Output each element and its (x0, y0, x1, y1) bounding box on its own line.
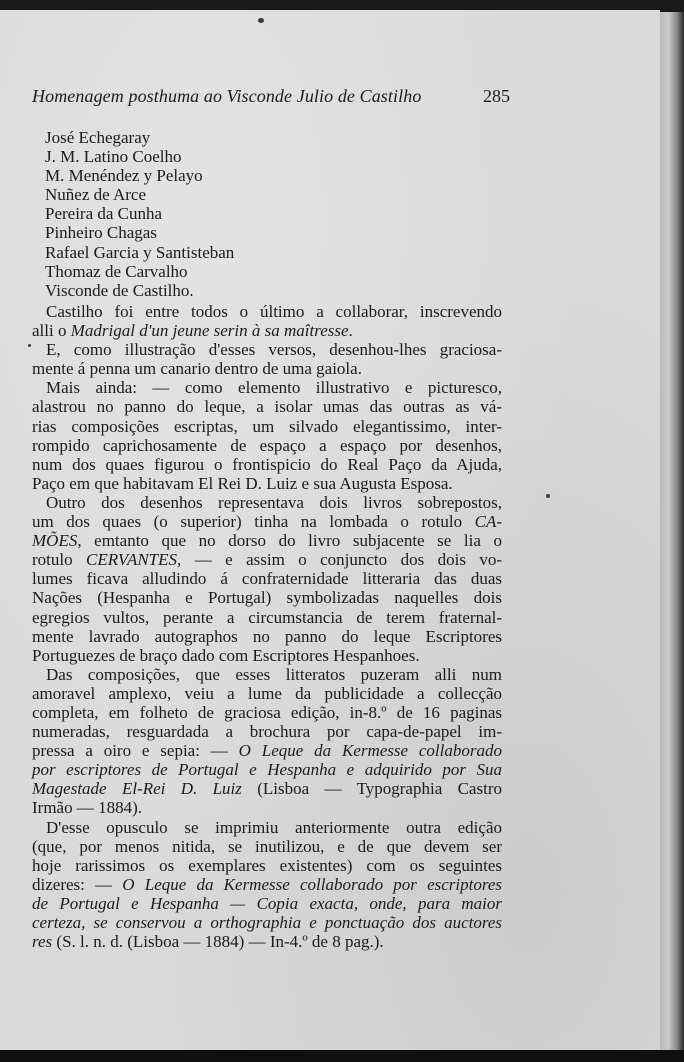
italic-text: MÕES, (32, 531, 82, 551)
text-segment: mente lavrado autographos no panno do leque Escriptores (32, 626, 502, 646)
text-line (32, 875, 502, 894)
text-segment: Paço em que habitavam El Rei D. Luiz e sua Augusta Esposa. (32, 473, 453, 493)
signatory-name: J. M. Latino Coelho (45, 147, 182, 167)
text-segment: rompido caprichosamente de espaço a espaço por desenhos, (32, 435, 502, 455)
text-segment: completa, em folheto de graciosa edição, in-8.º de 16 paginas (32, 702, 502, 722)
text-segment: rotulo (32, 550, 87, 570)
text-segment: mente á penna um canario dentro de uma gaiola. (32, 359, 362, 379)
text-line (32, 512, 502, 531)
italic-text: CERVANTES, (86, 550, 182, 570)
italic-text: Magestade El-Rei D. Luiz (32, 779, 242, 799)
text-line (32, 302, 502, 321)
paragraph (32, 302, 502, 340)
text-segment: E, como illustração d'esses versos, desenhou-lhes graciosa- (46, 340, 502, 360)
text-line (32, 359, 502, 378)
paragraph (32, 378, 502, 493)
text-segment: Das composições, que esses litteratos puzeram alli num (46, 664, 502, 684)
paragraph (32, 818, 502, 952)
text-segment: (Lisboa — Typographia Castro (241, 779, 502, 799)
text-segment: um dos quaes (o superior) tinha na lombada o rotulo (32, 512, 475, 532)
text-line (32, 722, 502, 741)
signatory-name: Pinheiro Chagas (45, 223, 157, 243)
text-segment: amoravel amplexo, veiu a lume da publicidade a collecção (32, 683, 502, 703)
text-line (32, 378, 502, 397)
text-segment: — e assim o conjuncto dos dois vo- (181, 550, 503, 570)
text-line (32, 531, 502, 550)
ink-speck (258, 18, 264, 23)
text-segment: . (348, 321, 353, 341)
text-segment: Portuguezes de braço dado com Escriptores Hespanhoes. (32, 645, 420, 665)
text-segment: dizeres: — (32, 874, 123, 894)
text-segment: num dos quaes figurou o frontispicio do Real Paço da Ajuda, (32, 454, 502, 474)
text-line (32, 397, 502, 416)
text-line (32, 741, 502, 760)
text-line (32, 760, 502, 779)
italic-text: de Portugal e Hespanha — Copia exacta, onde, para maior (32, 893, 502, 913)
paragraph (32, 493, 502, 665)
page-number: 285 (483, 86, 510, 106)
text-segment: numeradas, resguardada a brochura por capa-de-papel im- (32, 722, 502, 742)
text-line (32, 417, 502, 436)
text-line (32, 588, 502, 607)
ink-speck (28, 344, 31, 347)
text-line (32, 665, 502, 684)
italic-text: O Leque da Kermesse collaborado por escriptores (122, 874, 503, 894)
text-segment: Nações (Hespanha e Portugal) symbolizadas naquelles dois (32, 588, 502, 608)
signatory-name: José Echegaray (45, 128, 151, 147)
text-line (32, 703, 502, 722)
text-line (32, 493, 502, 512)
signatory-name: M. Menéndez y Pelayo (45, 166, 203, 186)
signatory-name: Visconde de Castilho. (45, 280, 194, 300)
text-segment: alli o (32, 321, 71, 341)
running-title: Homenagem posthuma ao Visconde Julio de Castilho (32, 86, 422, 106)
signatory-name: Rafael Garcia y Santisteban (45, 242, 235, 262)
text-line (32, 340, 502, 359)
text-segment: pressa a oiro e sepia: — (32, 741, 239, 761)
italic-text: O Leque da Kermesse collaborado (238, 741, 502, 761)
italic-text: certeza, se conservou a orthographia e ponctuação dos auctores (32, 913, 502, 932)
page-header (32, 86, 510, 112)
signatory-name: Pereira da Cunha (45, 204, 163, 224)
italic-text: por escriptores de Portugal e Hespanha e adquirido por Sua (32, 760, 502, 780)
text-segment: emtanto que no dorso do livro subjacente se lia o (81, 531, 502, 551)
paragraph (32, 340, 502, 378)
text-segment: Castilho foi entre todos o último a collaborar, inscrevendo (46, 302, 502, 321)
text-line (32, 608, 502, 627)
ink-speck (546, 494, 550, 498)
text-line (32, 436, 502, 455)
text-line (32, 321, 502, 340)
text-line (32, 932, 502, 951)
text-segment: Outro dos desenhos representava dois livros sobrepostos, (46, 492, 502, 512)
text-segment: Irmão — 1884). (32, 798, 143, 818)
text-segment: rias composições escriptas, um silvado elegantissimo, inter- (32, 416, 502, 436)
text-segment: (S. l. n. d. (Lisboa — 1884) — In-4.º de 8 pag.). (52, 932, 384, 952)
text-segment: lumes ficava alludindo á confraternidade litteraria das duas (32, 569, 502, 589)
text-line (32, 684, 502, 703)
italic-text: Madrigal d'un jeune serin à sa maîtresse (70, 321, 349, 341)
text-line (32, 798, 502, 817)
text-line (32, 474, 502, 493)
text-segment: hoje rarissimos os exemplares existentes) com os seguintes (32, 855, 502, 875)
text-line (32, 894, 502, 913)
text-segment: alastrou no panno do leque, a isolar umas das outras as vá- (32, 397, 502, 417)
text-line (32, 569, 502, 588)
paragraph (32, 665, 502, 818)
text-line (32, 627, 502, 646)
text-segment: egregios vultos, perante a circumstancia de terem fraternal- (32, 607, 502, 627)
text-line (32, 455, 502, 474)
text-segment: Mais ainda: — como elemento illustrativo e picturesco, (46, 378, 502, 398)
text-line (32, 913, 502, 932)
text-line (32, 818, 502, 837)
text-line (32, 779, 502, 798)
text-line (32, 837, 502, 856)
book-page-edge (660, 12, 684, 1050)
text-line (32, 856, 502, 875)
text-line (32, 646, 502, 665)
italic-text: res (32, 932, 53, 952)
text-segment: D'esse opusculo se imprimiu anteriormente outra edição (46, 817, 502, 837)
italic-text: CA- (474, 512, 502, 532)
body-text (32, 302, 502, 951)
text-segment: (que, por menos nitida, se inutilizou, e de que devem ser (32, 836, 502, 856)
signatory-name: Thomaz de Carvalho (45, 261, 188, 281)
signatory-list (45, 128, 234, 300)
scan-bottom-border (0, 1050, 684, 1062)
signatory-name: Nuñez de Arce (45, 185, 147, 205)
text-line (32, 550, 502, 569)
